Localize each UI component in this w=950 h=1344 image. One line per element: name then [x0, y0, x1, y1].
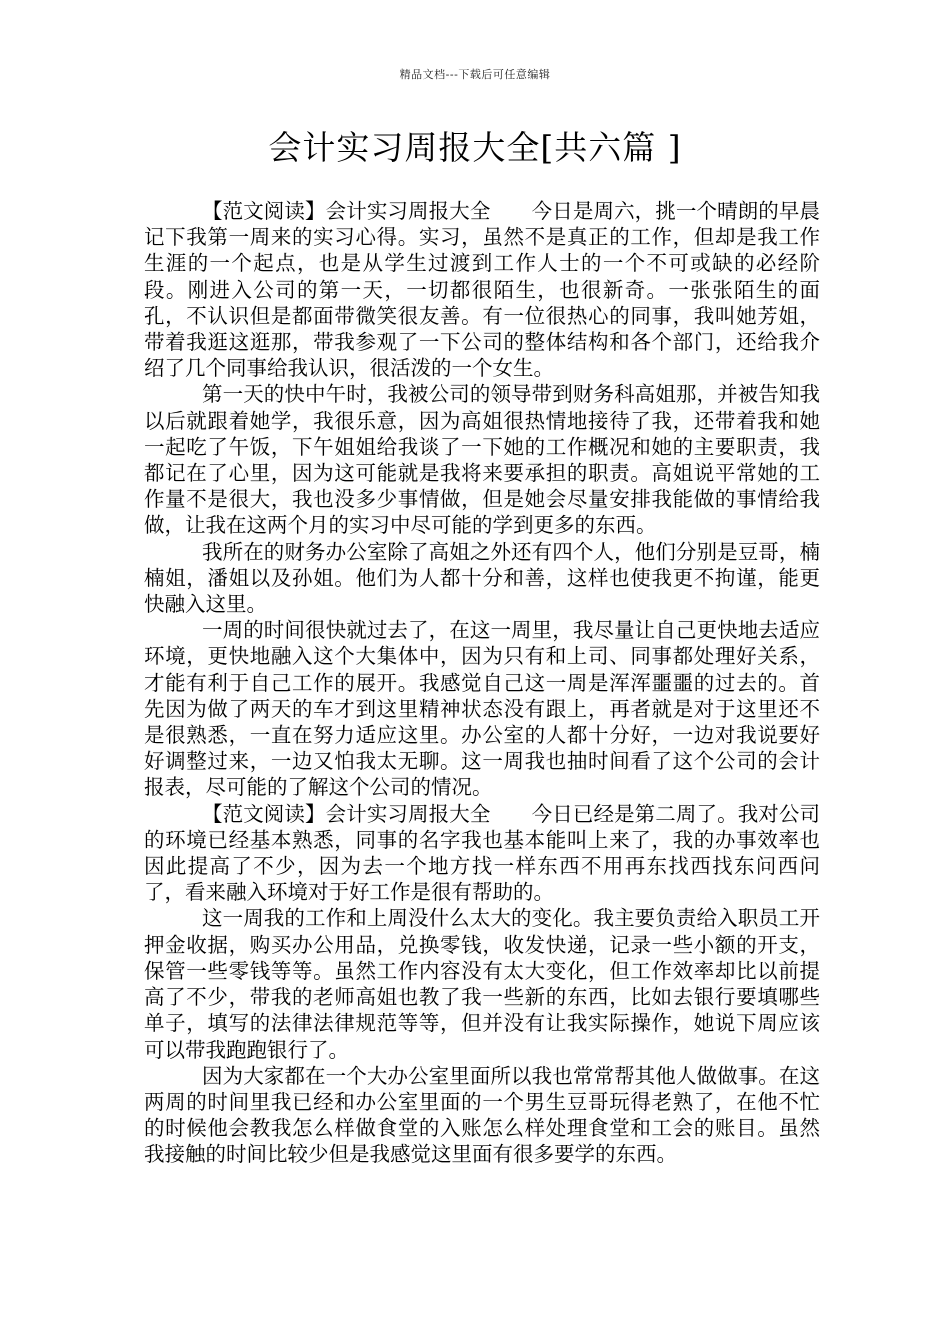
paragraph: 【范文阅读】会计实习周报大全 今日已经是第二周了。我对公司的环境已经基本熟悉，同事的名字我也基本能叫上来了，我的办事效率也因此提高了不少，因为去一个地方找一样东西不用再东找西找东问西问了，看来融入环境对于好工作是很有帮助的。 — [144, 801, 820, 905]
paragraph: 我所在的财务办公室除了高姐之外还有四个人，他们分别是豆哥，楠楠姐，潘姐以及孙姐。他们为人都十分和善，这样也使我更不拘谨，能更快融入这里。 — [144, 539, 820, 617]
paragraph: 一周的时间很快就过去了，在这一周里，我尽量让自己更快地去适应环境，更快地融入这个大集体中，因为只有和上司、同事都处理好关系，才能有利于自己工作的展开。我感觉自己这一周是浑浑噩噩的过去的。首先因为做了两天的车才到这里精神状态没有跟上，再者就是对于这里还不是很熟悉，一直在努力适应这里。办公室的人都十分好，一边对我说要好好调整过来，一边又怕我太无聊。这一周我也抽时间看了这个公司的会计报表，尽可能的了解这个公司的情况。 — [144, 618, 820, 800]
page-header-note: 精品文档---下载后可任意编辑 — [399, 68, 551, 81]
document-body — [144, 198, 820, 1168]
paragraph: 第一天的快中午时，我被公司的领导带到财务科高姐那，并被告知我以后就跟着她学，我很乐意，因为高姐很热情地接待了我，还带着我和她一起吃了午饭，下午姐姐给我谈了一下她的工作概况和她的主要职责，我都记在了心里，因为这可能就是我将来要承担的职责。高姐说平常她的工作量不是很大，我也没多少事情做，但是她会尽量安排我能做的事情给我做，让我在这两个月的实习中尽可能的学到更多的东西。 — [144, 382, 820, 538]
paragraph: 这一周我的工作和上周没什么太大的变化。我主要负责给入职员工开押金收据，购买办公用品，兑换零钱，收发快递，记录一些小额的开支，保管一些零钱等等。虽然工作内容没有太大变化，但工作效率却比以前提高了不少，带我的老师高姐也教了我一些新的东西，比如去银行要填哪些单子，填写的法律法律规范等等，但并没有让我实际操作，她说下周应该可以带我跑跑银行了。 — [144, 906, 820, 1062]
document-title: 会计实习周报大全[共六篇 ] — [268, 128, 682, 167]
paragraph: 【范文阅读】会计实习周报大全 今日是周六，挑一个晴朗的早晨记下我第一周来的实习心得。实习，虽然不是真正的工作，但却是我工作生涯的一个起点，也是从学生过渡到工作人士的一个不可或缺的必经阶段。刚进入公司的第一天，一切都很陌生，也很新奇。一张张陌生的面孔，不认识但是都面带微笑很友善。有一位很热心的同事，我叫她芳姐，带着我逛这逛那，带我参观了一下公司的整体结构和各个部门，还给我介绍了几个同事给我认识，很活泼的一个女生。 — [144, 199, 820, 381]
paragraph: 因为大家都在一个大办公室里面所以我也常常帮其他人做做事。在这两周的时间里我已经和办公室里面的一个男生豆哥玩得老熟了，在他不忙的时候他会教我怎么样做食堂的入账怎么样处理食堂和工会的账目。虽然我接触的时间比较少但是我感觉这里面有很多要学的东西。 — [144, 1063, 820, 1167]
